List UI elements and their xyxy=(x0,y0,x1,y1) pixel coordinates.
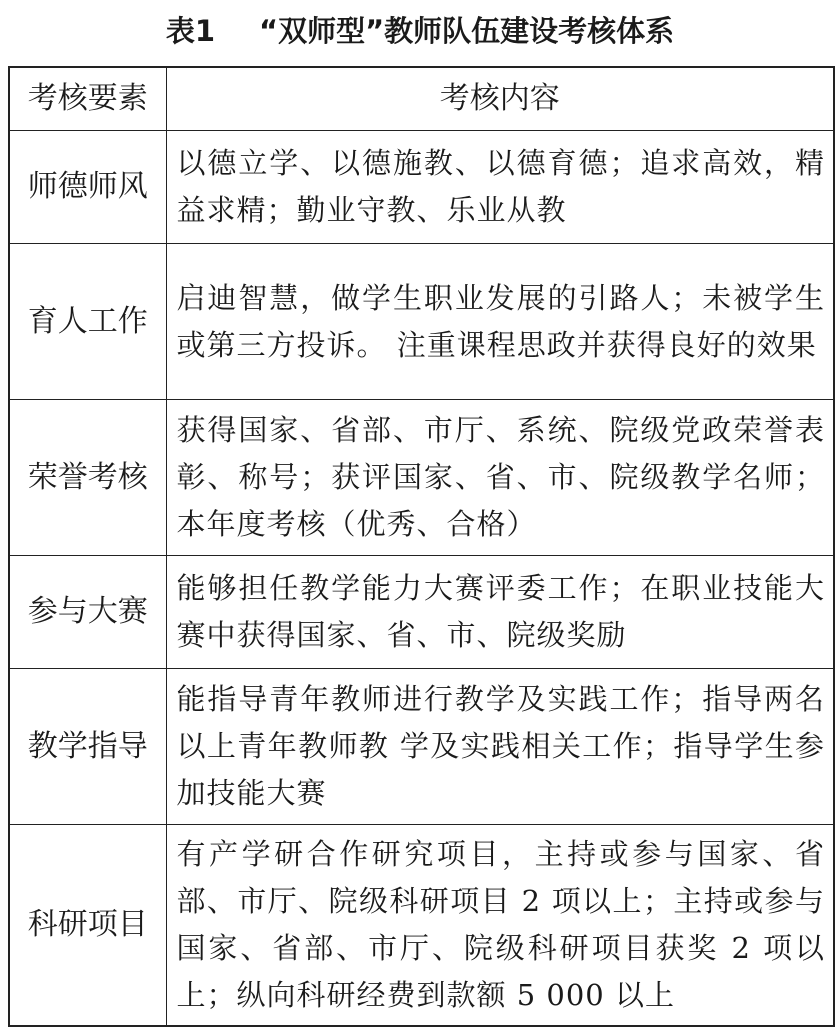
table-row xyxy=(9,400,834,556)
header-element: 考核要素 xyxy=(9,67,166,131)
row-element: 育人工作 xyxy=(9,244,166,400)
row-content: 以德立学、以德施教、以德育德；追求高效，精益求精；勤业守教、乐业从教 xyxy=(166,131,834,244)
assessment-table xyxy=(8,66,835,1027)
row-element: 科研项目 xyxy=(9,825,166,1027)
table-header-row xyxy=(9,67,834,131)
row-element: 参与大赛 xyxy=(9,556,166,669)
table-row xyxy=(9,669,834,825)
table-row xyxy=(9,131,834,244)
row-content: 获得国家、省部、市厅、系统、院级党政荣誉表彰、称号；获评国家、省、市、院级教学名师；本年度考核（优秀、合格） xyxy=(166,400,834,556)
row-content: 能指导青年教师进行教学及实践工作；指导两名以上青年教师教 学及实践相关工作；指导学生参加技能大赛 xyxy=(166,669,834,825)
row-content: 有产学研合作研究项目，主持或参与国家、省部、市厅、院级科研项目 2 项以上；主持或参与国家、省部、市厅、院级科研项目获奖 2 项以上；纵向科研经费到款额 5 000 以上 xyxy=(166,825,834,1027)
row-element: 师德师风 xyxy=(9,131,166,244)
row-content: 能够担任教学能力大赛评委工作；在职业技能大赛中获得国家、省、市、院级奖励 xyxy=(166,556,834,669)
table-number: 表1 xyxy=(165,14,216,48)
row-content: 启迪智慧，做学生职业发展的引路人；未被学生或第三方投诉。 注重课程思政并获得良好的效果 xyxy=(166,244,834,400)
table-row xyxy=(9,556,834,669)
table-caption: “双师型”教师队伍建设考核体系 xyxy=(259,14,675,48)
row-element: 教学指导 xyxy=(9,669,166,825)
table-title xyxy=(0,6,840,56)
row-element: 荣誉考核 xyxy=(9,400,166,556)
table-row xyxy=(9,244,834,400)
table-row xyxy=(9,825,834,1027)
header-content: 考核内容 xyxy=(166,67,834,131)
